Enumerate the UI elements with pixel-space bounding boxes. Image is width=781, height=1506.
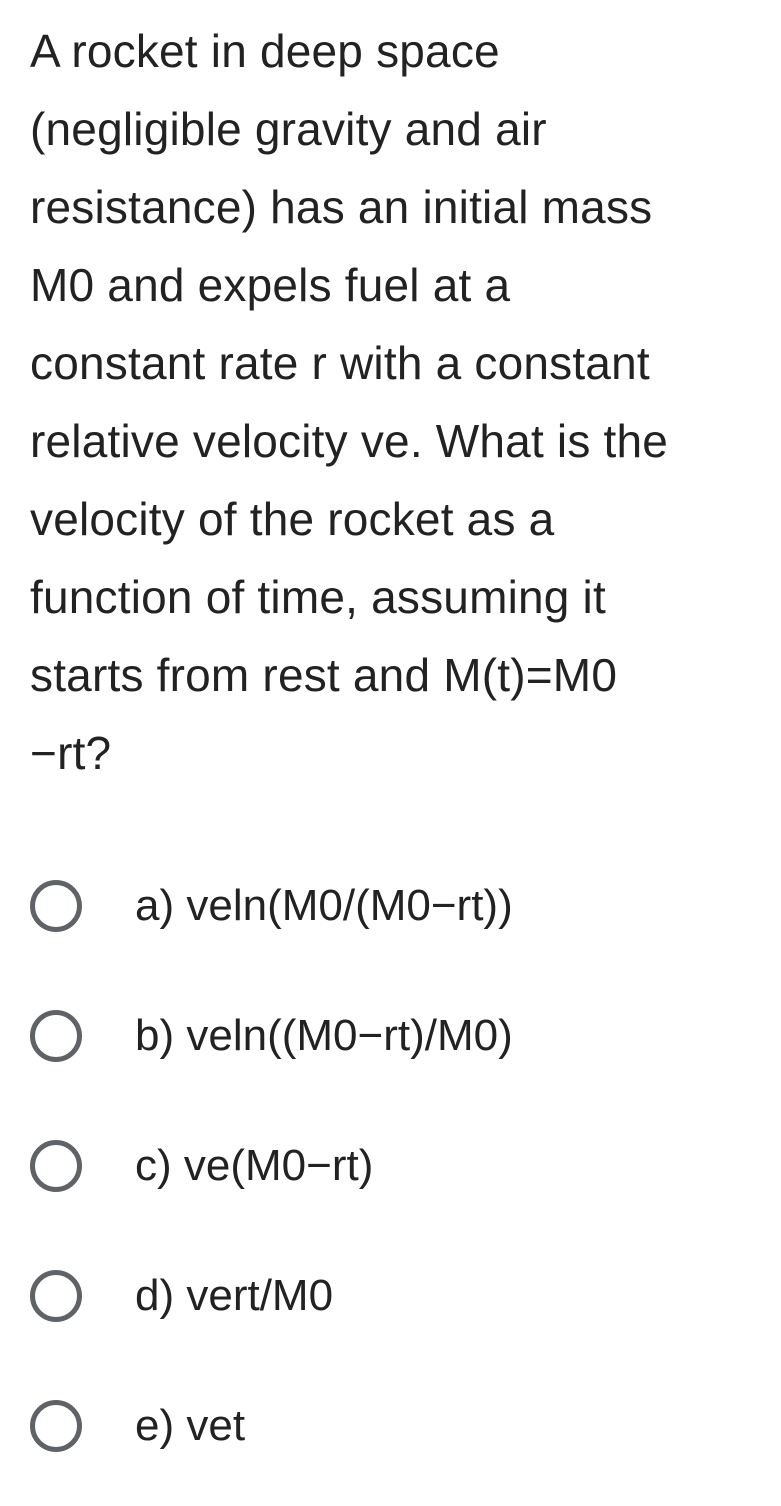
radio-button-icon[interactable]: [30, 1400, 82, 1452]
radio-button-icon[interactable]: [30, 1270, 82, 1322]
option-e[interactable]: [0, 1365, 781, 1485]
question-line: function of time, assuming it: [30, 571, 606, 623]
option-b[interactable]: [0, 975, 781, 1095]
option-c[interactable]: [0, 1105, 781, 1225]
option-label: d) vert/M0: [135, 1271, 334, 1320]
question-line: A rocket in deep space: [30, 25, 500, 77]
question-line: −rt?: [30, 727, 112, 779]
option-a[interactable]: [0, 845, 781, 965]
radio-button-icon[interactable]: [30, 880, 82, 932]
option-label: b) veln((M0−rt)/M0): [135, 1011, 513, 1060]
question-line: relative velocity ve. What is the: [30, 415, 669, 467]
question-line: M0 and expels fuel at a: [30, 259, 511, 311]
option-d[interactable]: [0, 1235, 781, 1355]
question-line: (negligible gravity and air: [30, 103, 547, 155]
question-line: constant rate r with a constant: [30, 337, 650, 389]
option-label: c) ve(M0−rt): [135, 1141, 374, 1190]
question-line: velocity of the rocket as a: [30, 493, 555, 545]
radio-button-icon[interactable]: [30, 1140, 82, 1192]
option-label: e) vet: [135, 1401, 246, 1450]
question-line: starts from rest and M(t)=M0: [30, 649, 618, 701]
question-text: [30, 12, 765, 792]
option-label: a) veln(M0/(M0−rt)): [135, 881, 513, 930]
radio-button-icon[interactable]: [30, 1010, 82, 1062]
question-line: resistance) has an initial mass: [30, 181, 653, 233]
